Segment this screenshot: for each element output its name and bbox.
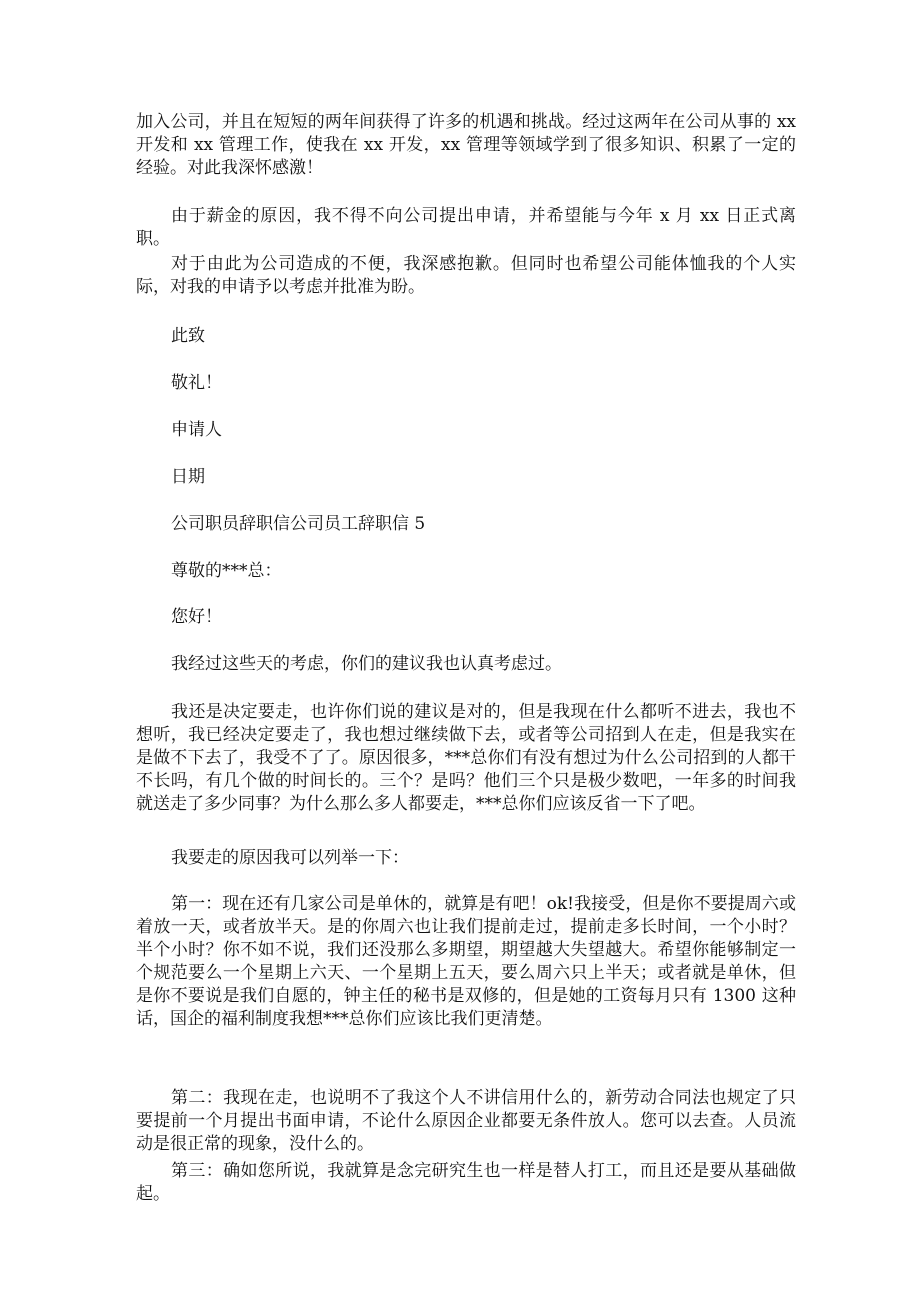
signature-date: 日期 [171, 467, 205, 487]
closing-jingli: 敬礼！ [171, 373, 222, 393]
paragraph-consideration: 我经过这些天的考虑，你们的建议我也认真考虑过。 [171, 654, 562, 674]
closing-cizhi: 此致 [171, 326, 205, 346]
paragraph-third-reason: 第三：确如您所说，我就算是念完研究生也一样是替人打工，而且还是要从基础做起。 [136, 1161, 796, 1204]
section-title: 公司职员辞职信公司员工辞职信 5 [171, 514, 426, 534]
paragraph-second-reason: 第二：我现在走，也说明不了我这个人不讲信用什么的，新劳动合同法也规定了只要提前一个月提出书面申请，不论什么原因企业都要无条件放人。您可以去查。人员流动是很正常的现象，没什么的。 [136, 1088, 796, 1154]
paragraph-intro: 加入公司，并且在短短的两年间获得了许多的机遇和挑战。经过这两年在公司从事的 xx 开发和 xx 管理工作，使我在 xx 开发，xx 管理等领域学到了很多知识、积累了一定的经验。对此我深怀感激！ [136, 112, 796, 178]
salutation: 尊敬的***总： [171, 561, 282, 581]
paragraph-apology: 对于由此为公司造成的不便，我深感抱歉。但同时也希望公司能体恤我的个人实际，对我的申请予以考虑并批准为盼。 [136, 254, 796, 297]
greeting: 您好！ [171, 607, 222, 627]
paragraph-list-intro: 我要走的原因我可以列举一下： [171, 848, 409, 868]
paragraph-decision: 我还是决定要走，也许你们说的建议是对的，但是我现在什么都听不进去，我也不想听，我已经决定要走了，我也想过继续做下去，或者等公司招到人在走，但是我实在是做不下去了，我受不了了。原因很多，***总你们有没有想过为什么公司招到的人都干不长吗，有几个做的时间长的。三个？是吗？他们三个只是极少数吧，一年多的时间我就送走了多少同事？为什么那么多人都要走，***总你们应该反省一下了吧。 [136, 702, 796, 814]
paragraph-reason: 由于薪金的原因，我不得不向公司提出申请，并希望能与今年 x 月 xx 日正式离职。 [136, 206, 796, 249]
paragraph-first-reason: 第一：现在还有几家公司是单休的，就算是有吧！ok!我接受，但是你不要提周六或着放一天，或者放半天。是的你周六也让我们提前走过，提前走多长时间，一个小时？半个小时？你不如不说，我们还没那么多期望，期望越大失望越大。希望你能够制定一个规范要么一个星期上六天、一个星期上五天，要么周六只上半天；或者就是单休，但是你不要说是我们自愿的，钟主任的秘书是双修的，但是她的工资每月只有 1300 这种话，国企的福利制度我想***总你们应该比我们更清楚。 [136, 894, 796, 1029]
signature-applicant: 申请人 [171, 420, 222, 440]
